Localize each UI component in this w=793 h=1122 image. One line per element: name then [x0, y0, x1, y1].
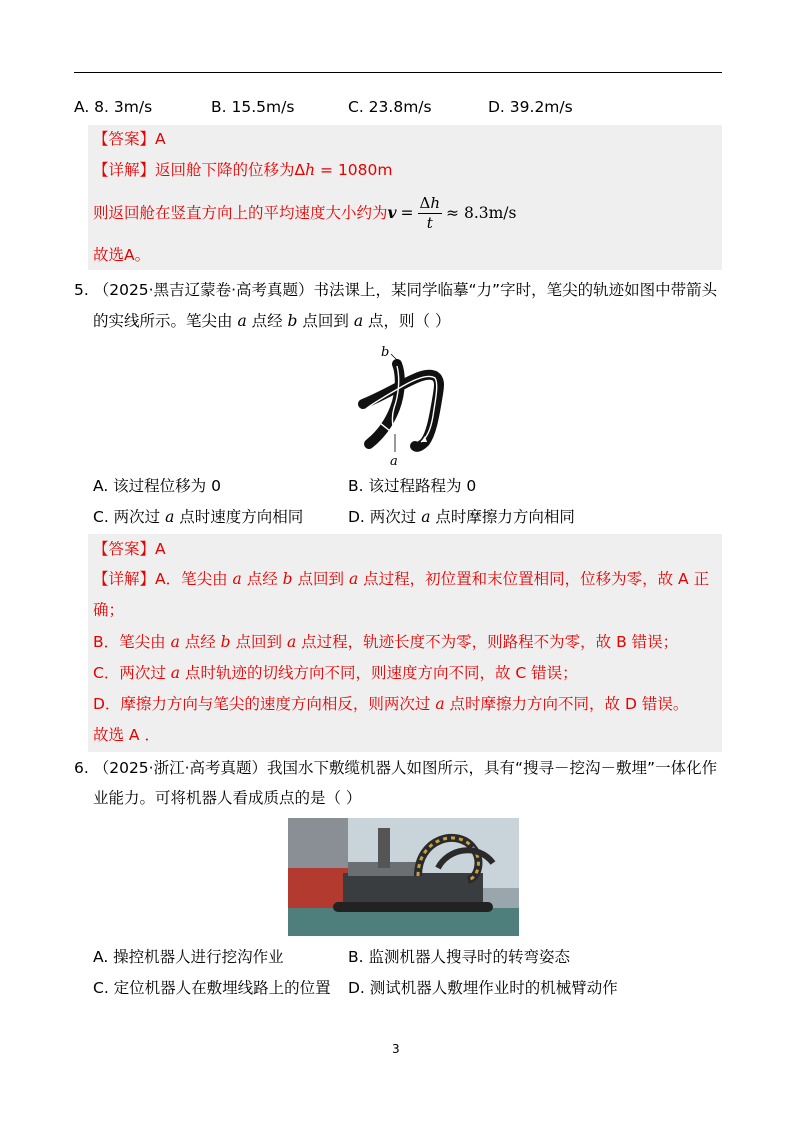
q5-option-d-text: 点时摩擦力方向相同 — [430, 508, 575, 526]
q5-detail-text: 点回到 — [292, 570, 349, 588]
q6-option-b: B. 监测机器人搜寻时的转弯姿态 — [348, 948, 570, 966]
page-number: 3 — [392, 1042, 400, 1056]
q5-stem-line1: 5. （2025·黑吉辽蒙卷·高考真题）书法课上，某同学临摹“力”字时，笔尖的轨迹如图中带箭头 — [74, 281, 718, 299]
q5-detail-line2: 确； — [93, 601, 125, 619]
cable-robot-photo — [288, 818, 519, 936]
q5-option-d — [348, 507, 575, 527]
q5-detail-text: C．两次过 — [93, 664, 171, 682]
q5-detail-line4 — [93, 663, 578, 683]
q5-detail-text: 点时轨迹的切线方向不同，则速度方向不同，故 C 错误； — [180, 664, 578, 682]
q4-displacement-value: = 1080m — [315, 161, 393, 179]
frac-h: h — [430, 194, 441, 212]
q5-option-c — [93, 507, 303, 527]
q5-detail-text: 点回到 — [230, 633, 287, 651]
sea-water — [288, 908, 519, 936]
q4-conclusion: 故选A。 — [93, 246, 151, 264]
robot-track — [333, 902, 493, 912]
frac-delta: Δ — [419, 194, 431, 212]
point-a: a — [353, 312, 364, 330]
fraction-numerator — [418, 194, 443, 214]
q5-detail-line1 — [93, 569, 709, 589]
q6-option-d: D. 测试机器人敷埋作业时的机械臂动作 — [348, 979, 618, 997]
point-a: a — [348, 570, 359, 588]
q5-detail-text: 点过程，初位置和末位置相同，位移为零，故 A 正 — [358, 570, 710, 588]
q4-answer: 【答案】A — [93, 130, 166, 148]
q5-detail-text: 【详解】A．笔尖由 — [93, 570, 233, 588]
q4-option-d: D. 39.2m/s — [488, 98, 573, 116]
point-b: b — [282, 570, 293, 588]
point-a: a — [170, 664, 181, 682]
q5-option-b: B. 该过程路程为 0 — [348, 477, 477, 495]
q6-option-c: C. 定位机器人在敷埋线路上的位置 — [93, 979, 331, 997]
q4-velocity-text: 则返回舱在竖直方向上的平均速度大小约为 — [93, 204, 388, 222]
q4-detail-line — [93, 160, 393, 180]
point-a: a — [421, 508, 431, 526]
q5-detail-line5 — [93, 694, 688, 714]
velocity-fraction — [418, 194, 443, 233]
h-symbol: h — [305, 161, 316, 179]
q4-option-b: B. 15.5m/s — [211, 98, 295, 116]
q5-option-a: A. 该过程位移为 0 — [93, 477, 221, 495]
q5-option-c-text: 点时速度方向相同 — [174, 508, 304, 526]
approx-result: ≈ 8.3m/s — [446, 204, 517, 222]
point-b: b — [287, 312, 298, 330]
equals-sign: = — [400, 204, 414, 222]
robot-body — [343, 873, 483, 905]
q5-option-d-text: D. 两次过 — [348, 508, 422, 526]
q5-detail-text: 点过程，轨迹长度不为零，则路程不为零，故 B 错误； — [296, 633, 679, 651]
q5-stem-text: 点，则（ ） — [363, 312, 451, 330]
point-a: a — [237, 312, 247, 330]
v-symbol: v — [387, 203, 397, 222]
header-rule — [74, 72, 722, 73]
q5-stem-line2 — [93, 311, 450, 331]
point-a: a — [286, 633, 297, 651]
point-a: a — [435, 695, 445, 713]
q4-detail-prefix: 【详解】返回舱下降的位移为 — [93, 161, 295, 179]
q6-stem-line1: 6. （2025·浙江·高考真题）我国水下敷缆机器人如图所示，具有“搜寻－挖沟－敷埋”一体化作 — [74, 759, 718, 777]
q4-velocity-line — [93, 192, 517, 234]
q5-stem-text: 的实线所示。笔尖由 — [93, 312, 238, 330]
delta-symbol: Δ — [294, 161, 306, 179]
q5-stem-text: 点回到 — [297, 312, 354, 330]
q6-stem-line2: 业能力。可将机器人看成质点的是（ ） — [93, 789, 362, 807]
q5-detail-text: D．摩擦力方向与笔尖的速度方向相反，则两次过 — [93, 695, 436, 713]
q4-option-a: A. 8. 3m/s — [74, 98, 153, 116]
q4-option-c: C. 23.8m/s — [348, 98, 432, 116]
point-b: b — [220, 633, 231, 651]
q5-detail-text: 点经 — [241, 570, 283, 588]
crane-post — [378, 828, 390, 868]
q5-detail-text: B．笔尖由 — [93, 633, 171, 651]
q5-option-c-text: C. 两次过 — [93, 508, 166, 526]
fraction-denominator: t — [426, 214, 433, 232]
figure-label-b: b — [381, 345, 390, 360]
point-a: a — [165, 508, 175, 526]
calligraphy-figure — [355, 342, 455, 467]
point-a: a — [232, 570, 242, 588]
q5-detail-text: 点时摩擦力方向不同，故 D 错误。 — [444, 695, 689, 713]
q5-conclusion: 故选 A ． — [93, 726, 160, 744]
q5-detail-line3 — [93, 632, 678, 652]
point-a: a — [170, 633, 180, 651]
figure-label-a: a — [390, 454, 398, 467]
q5-stem-text: 点经 — [246, 312, 288, 330]
q5-answer: 【答案】A — [93, 540, 166, 558]
q5-detail-text: 点经 — [179, 633, 221, 651]
q6-option-a: A. 操控机器人进行挖沟作业 — [93, 948, 284, 966]
